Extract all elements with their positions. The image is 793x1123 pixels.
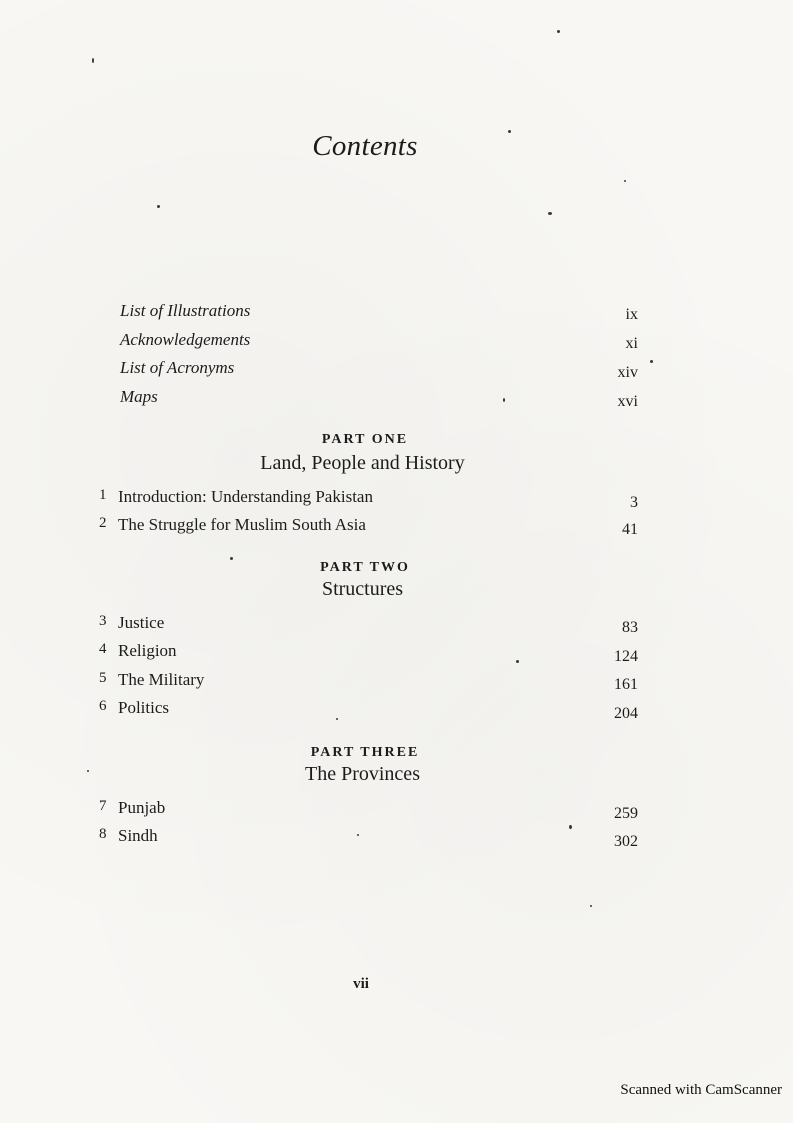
entry-page: 3 xyxy=(630,494,638,511)
toc-entry[interactable] xyxy=(0,826,700,850)
toc-entry[interactable] xyxy=(0,301,700,325)
entry-title: Introduction: Understanding Pakistan xyxy=(118,487,373,506)
chapter-number: 1 xyxy=(99,487,107,503)
toc-entry[interactable] xyxy=(0,798,700,822)
entry-page: xiv xyxy=(617,364,638,381)
toc-entry[interactable] xyxy=(0,515,700,539)
scan-speck xyxy=(590,905,592,907)
toc-entry[interactable] xyxy=(0,698,700,722)
entry-page: xvi xyxy=(617,393,638,410)
entry-title: Religion xyxy=(118,641,177,660)
entry-page: ix xyxy=(625,306,638,323)
scanner-watermark: Scanned with CamScanner xyxy=(620,1082,782,1098)
toc-entry[interactable] xyxy=(0,670,700,694)
entry-title: Sindh xyxy=(118,826,158,845)
chapter-number: 3 xyxy=(99,613,107,629)
scan-speck xyxy=(624,180,626,182)
part-label: PART THREE xyxy=(310,745,420,760)
entry-title: List of Acronyms xyxy=(120,358,235,377)
scan-speck xyxy=(157,205,160,208)
entry-title: The Military xyxy=(118,670,205,689)
chapter-number: 5 xyxy=(99,670,107,686)
entry-page: xi xyxy=(625,335,638,352)
chapter-number: 6 xyxy=(99,698,107,714)
toc-entry[interactable] xyxy=(0,487,700,511)
entry-page: 161 xyxy=(614,676,638,693)
entry-title: Acknowledgements xyxy=(120,330,251,349)
entry-page: 41 xyxy=(622,521,638,538)
toc-entry[interactable] xyxy=(0,358,700,382)
entry-page: 204 xyxy=(614,705,638,722)
part-title: Land, People and History xyxy=(260,452,465,474)
entry-title: The Struggle for Muslim South Asia xyxy=(118,515,366,534)
chapter-number: 7 xyxy=(99,798,107,814)
part-title: Structures xyxy=(321,578,404,600)
toc-entry[interactable] xyxy=(0,613,700,637)
entry-page: 259 xyxy=(614,805,638,822)
entry-title: Justice xyxy=(118,613,165,632)
entry-title: List of Illustrations xyxy=(120,301,251,320)
scan-speck xyxy=(548,212,552,215)
entry-page: 302 xyxy=(614,833,638,850)
page-folio: vii xyxy=(353,976,369,992)
part-label: PART TWO xyxy=(320,560,410,575)
part-title: The Provinces xyxy=(305,763,420,785)
chapter-number: 2 xyxy=(99,515,107,531)
entry-title: Punjab xyxy=(118,798,166,817)
chapter-number: 4 xyxy=(99,641,107,657)
entry-title: Politics xyxy=(118,698,170,717)
entry-page: 83 xyxy=(622,619,638,636)
part-label: PART ONE xyxy=(321,432,409,447)
scan-speck xyxy=(92,58,94,63)
scan-speck xyxy=(557,30,560,33)
entry-page: 124 xyxy=(614,648,638,665)
contents-heading: Contents xyxy=(312,130,418,162)
entry-title: Maps xyxy=(120,387,158,406)
toc-entry[interactable] xyxy=(0,330,700,354)
chapter-number: 8 xyxy=(99,826,107,842)
toc-entry[interactable] xyxy=(0,387,700,411)
toc-entry[interactable] xyxy=(0,641,700,665)
